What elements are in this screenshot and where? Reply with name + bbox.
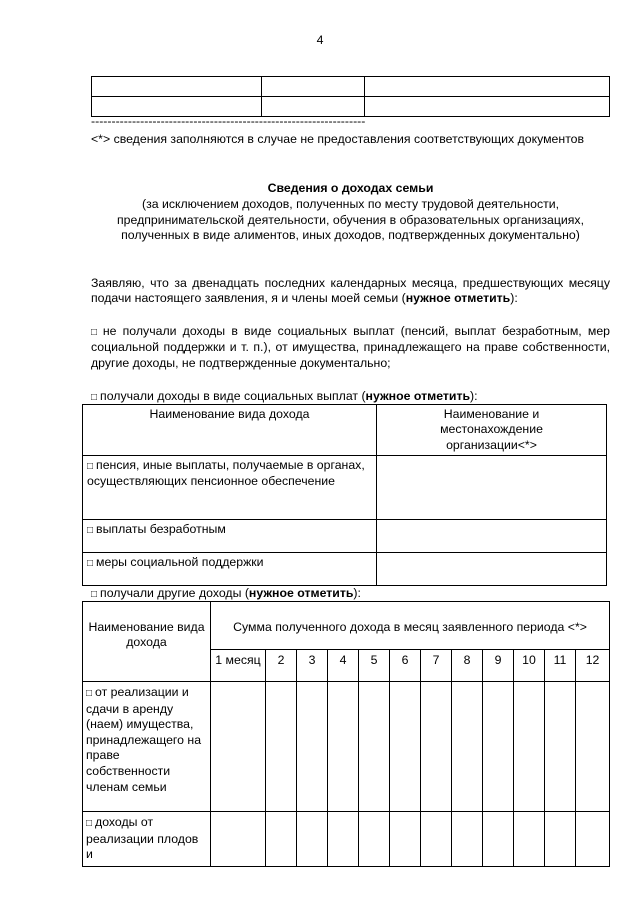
month-header: 8 — [452, 650, 483, 682]
table-cell[interactable] — [452, 682, 483, 812]
table-row — [83, 812, 610, 867]
table-header-row — [83, 602, 610, 650]
row-label: от реализации и сдачи в аренду (наем) имущества, принадлежащего на праве собственности членам семьи — [86, 685, 202, 794]
table-cell[interactable] — [211, 812, 266, 867]
table-row — [92, 77, 610, 97]
page-number: 4 — [316, 33, 324, 47]
table-cell[interactable] — [483, 812, 514, 867]
month-header: 6 — [390, 650, 421, 682]
table-cell[interactable] — [359, 812, 390, 867]
table-cell[interactable] — [545, 812, 576, 867]
row-header — [83, 812, 211, 867]
table-cell[interactable] — [545, 682, 576, 812]
option-social-end: ): — [470, 389, 478, 403]
table-row — [83, 552, 607, 585]
table-cell[interactable] — [483, 682, 514, 812]
table-cell — [262, 77, 365, 97]
table-header-row — [83, 405, 607, 456]
separator-line: ------------------------------------------------------------------- — [91, 114, 366, 128]
month-header: 7 — [421, 650, 452, 682]
option-other-text: получали другие доходы ( — [100, 586, 249, 600]
table-cell[interactable] — [211, 682, 266, 812]
option-other-bold: нужное отметить — [248, 586, 354, 600]
table-row — [83, 455, 607, 519]
month-header: 2 — [266, 650, 297, 682]
table-cell[interactable] — [452, 812, 483, 867]
table-cell[interactable] — [359, 682, 390, 812]
table-cell[interactable] — [390, 812, 421, 867]
table-cell[interactable] — [328, 812, 359, 867]
table-cell[interactable] — [328, 682, 359, 812]
option-other-income — [91, 586, 610, 602]
table-row — [83, 519, 607, 552]
month-header: 11 — [545, 650, 576, 682]
option-other-end: ): — [353, 586, 361, 600]
table-cell[interactable] — [377, 552, 607, 585]
table-cell[interactable] — [576, 812, 610, 867]
month-header: 12 — [576, 650, 610, 682]
section-title: Сведения о доходах семьи — [267, 181, 434, 195]
month-header: 3 — [297, 650, 328, 682]
checkbox-icon[interactable]: □ — [87, 524, 94, 536]
checkbox-icon[interactable]: □ — [87, 557, 94, 569]
table-cell[interactable] — [297, 812, 328, 867]
month-header: 9 — [483, 650, 514, 682]
option-no-income — [91, 324, 610, 371]
checkbox-icon[interactable]: □ — [87, 460, 94, 472]
table-cell[interactable] — [576, 682, 610, 812]
option-social-income — [91, 389, 610, 405]
table-cell — [365, 77, 610, 97]
month-header: 10 — [514, 650, 545, 682]
checkbox-icon[interactable]: □ — [91, 589, 98, 600]
checkbox-icon[interactable]: □ — [91, 327, 100, 338]
table-cell[interactable] — [421, 682, 452, 812]
table-cell[interactable] — [514, 812, 545, 867]
table-cell[interactable] — [377, 455, 607, 519]
row-label: меры социальной поддержки — [96, 554, 264, 569]
header-organization: Наименование и местонахождение организации<*> — [377, 405, 607, 456]
declaration-bold: нужное отметить — [405, 291, 511, 306]
declaration-end: ): — [510, 291, 518, 306]
header-income-sum: Сумма полученного дохода в месяц заявленного периода <*> — [211, 602, 610, 650]
month-1-header: 1 месяц — [211, 650, 266, 682]
table-cell[interactable] — [377, 519, 607, 552]
table-cell — [83, 519, 377, 552]
declaration-text: Заявляю, что за двенадцать последних календарных месяца, предшествующих месяцу подачи настоящего заявления, я и члены моей семьи ( — [91, 276, 610, 306]
table-cell[interactable] — [266, 812, 297, 867]
table-cell[interactable] — [297, 682, 328, 812]
option-social-text: получали доходы в виде социальных выплат ( — [100, 389, 366, 403]
row-label: выплаты безработным — [96, 521, 226, 536]
row-header — [83, 682, 211, 812]
declaration — [91, 276, 610, 307]
checkbox-icon[interactable]: □ — [86, 688, 93, 699]
option-no-income-text: не получали доходы в виде социальных выплат (пенсий, выплат безработным, мер социальной поддержки и т. п.), от имущества, принадлежащего на праве собственности, другие доходы, не подтвержденные документально; — [91, 324, 611, 370]
header-income-type: Наименование вида дохода — [83, 405, 377, 456]
checkbox-icon[interactable]: □ — [91, 392, 98, 403]
table-cell[interactable] — [266, 682, 297, 812]
header-income-type: Наименование вида дохода — [83, 602, 211, 682]
table-cell — [83, 552, 377, 585]
section-subtitle: (за исключением доходов, полученных по месту трудовой деятельности, предпринимательской деятельности, обучения в образовательных организациях, полученных в виде алиментов, иных доходов, подтвержденных документально) — [117, 197, 584, 242]
table-cell — [92, 77, 262, 97]
other-income-table — [82, 601, 610, 867]
row-label: доходы от реализации плодов и — [86, 815, 199, 862]
month-header: 4 — [328, 650, 359, 682]
option-social-bold: нужное отметить — [365, 389, 471, 403]
row-label: пенсия, иные выплаты, получаемые в органах, осуществляющих пенсионное обеспечение — [87, 457, 365, 489]
table-cell — [83, 455, 377, 519]
social-payments-table — [82, 404, 607, 586]
table-cell[interactable] — [390, 682, 421, 812]
checkbox-icon[interactable]: □ — [86, 818, 93, 829]
footnote: <*> сведения заполняются в случае не предоставления соответствующих документов — [91, 132, 585, 146]
month-header: 5 — [359, 650, 390, 682]
table-cell[interactable] — [514, 682, 545, 812]
top-table — [91, 76, 610, 117]
table-row — [83, 682, 610, 812]
table-cell[interactable] — [421, 812, 452, 867]
